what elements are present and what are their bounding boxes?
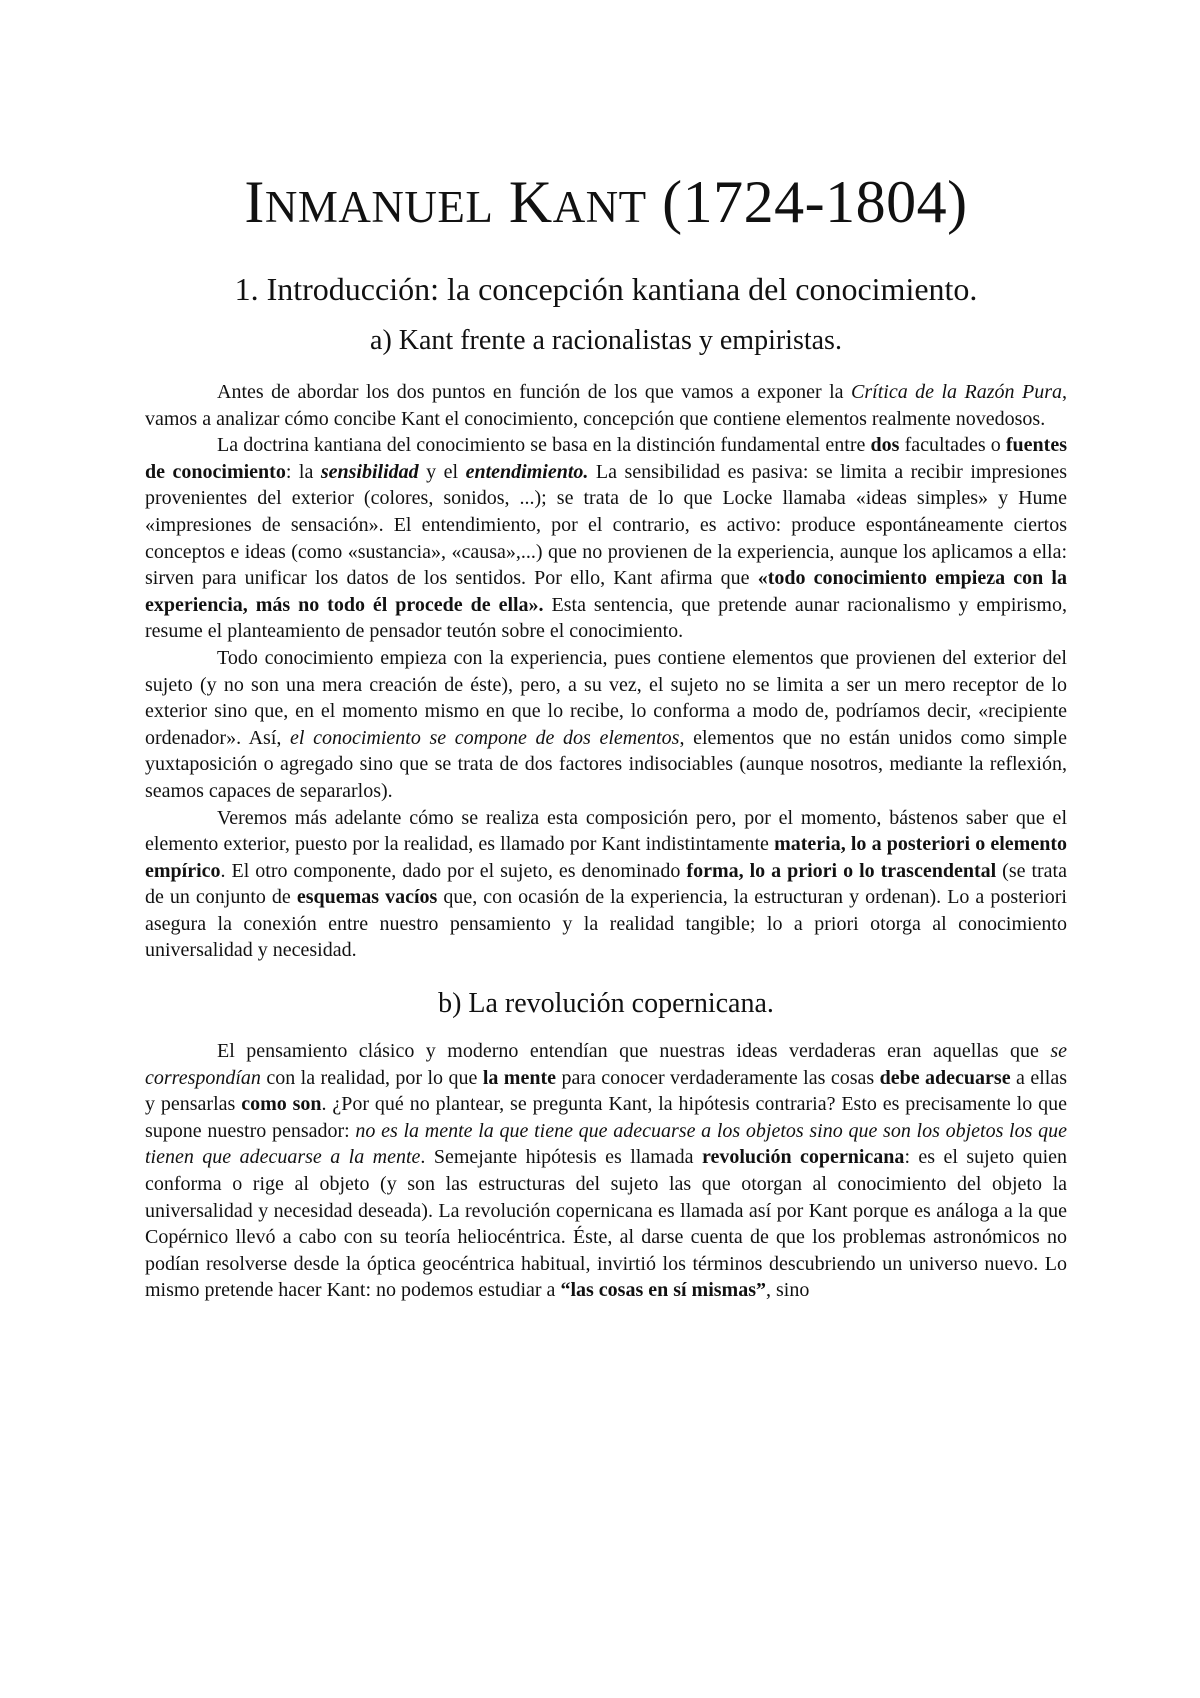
- paragraph: [145, 432, 1067, 645]
- text-run: Crítica de la Razón Pura: [851, 381, 1062, 403]
- text-run: . ¿Por qué no plantear, se pregunta Kant, la hipótesis contraria? Esto es precisamente lo que supone nuestro pensador:: [145, 1093, 1067, 1142]
- text-run: debe adecuarse: [879, 1066, 1011, 1089]
- text-run: que, con ocasión de la experiencia, la estructuran y ordenan). Lo a posteriori asegura la conexión entre nuestro pensamiento y la realidad tangible; lo a priori otorga al conocimiento universalidad y necesidad.: [145, 886, 1067, 962]
- section-heading: 1. Introducción: la concepción kantiana del conocimiento.: [234, 271, 978, 307]
- text-run: “las cosas en sí mismas”: [560, 1279, 767, 1302]
- text-run: dos: [870, 434, 900, 457]
- text-run: : la: [285, 460, 321, 483]
- text-run: facultades o: [899, 434, 1006, 457]
- text-run: : es el sujeto quien conforma o rige al objeto (y son las estructuras del sujeto las que otorgan al conocimiento del objeto la universalidad y necesidad deseada). La revolución copernicana es llamada así por Kant porque es análoga a la que Copérnico llevó a cabo con su teoría heliocéntrica. Éste, al darse cuenta de que los problemas astronómicos no podían resolverse desde la óptica geocéntrica habitual, invirtió los términos descubriendo un universo nuevo. Lo mismo pretende hacer Kant: no podemos estudiar a: [145, 1146, 1068, 1302]
- paragraph: [145, 1038, 1067, 1304]
- title-first-rest: NMANUEL: [264, 182, 494, 232]
- text-run: Antes de abordar los dos puntos en función de los que vamos a exponer la: [217, 381, 852, 403]
- text-run: no es la mente la que tiene que adecuarse a los objetos sino que son los objetos los que tienen que adecuarse a la mente: [145, 1119, 1067, 1169]
- text-run: sensibilidad: [320, 460, 419, 483]
- text-run: fuentes de conocimiento: [145, 434, 1067, 483]
- subsection-b-body: [145, 1038, 1067, 1304]
- text-run: la mente: [482, 1066, 557, 1089]
- document-title: [145, 162, 1067, 247]
- title-last-initial: K: [508, 169, 553, 235]
- text-run: a ellas y pensarlas: [145, 1066, 1068, 1116]
- page-content: [145, 162, 1067, 1304]
- text-run: . El otro componente, dado por el sujeto, es denominado: [220, 859, 687, 882]
- text-run: , vamos a analizar cómo concibe Kant el conocimiento, concepción que contiene elementos realmente novedosos.: [145, 381, 1067, 430]
- text-run: materia, lo a posteriori o elemento empírico: [145, 833, 1067, 882]
- text-run: (se trata de un conjunto de: [145, 859, 1067, 909]
- subsection-a-heading: a) Kant frente a racionalistas y empiristas.: [370, 325, 842, 356]
- subsection-b-heading: b) La revolución copernicana.: [438, 988, 774, 1020]
- text-run: para conocer verdaderamente las cosas: [556, 1066, 880, 1089]
- paragraph: [145, 805, 1067, 965]
- paragraph: [145, 379, 1067, 432]
- text-run: , elementos que no están unidos como simple yuxtaposición o agregado sino que se trata de dos factores indisociables (aunque nosotros, mediante la reflexión, seamos capaces de separarlos).: [145, 726, 1067, 802]
- title-first-initial: I: [244, 169, 265, 235]
- text-run: entendimiento.: [465, 460, 589, 483]
- text-run: . Semejante hipótesis es llamada: [420, 1146, 702, 1169]
- text-run: El pensamiento clásico y moderno entendían que nuestras ideas verdaderas eran aquellas que: [217, 1040, 1051, 1063]
- text-run: Todo conocimiento empieza con la experiencia, pues contiene elementos que provienen del exterior del sujeto (y no son una mera creación de éste), pero, a su vez, el sujeto no se limita a ser un mero receptor de lo exterior sino que, en el momento mismo en que lo recibe, lo conforma a modo de, podríamos decir, «recipiente ordenador». Así,: [145, 646, 1067, 749]
- text-run: revolución copernicana: [701, 1146, 905, 1169]
- text-run: La sensibilidad es pasiva: se limita a recibir impresiones provenientes del exterior (colores, sonidos, ...); se trata de lo que Locke llamaba «ideas simples» y Hume «impresiones de sensación». El entendimiento, por el contrario, es activo: produce espontáneamente ciertos conceptos e ideas (como «sustancia», «causa»,...) que no provienen de la experiencia, aunque los aplicamos a ella: sirven para unificar los datos de los sentidos. Por ello, Kant afirma que: [145, 460, 1067, 590]
- subsection-a-body: [145, 379, 1067, 964]
- paragraph: [145, 645, 1067, 805]
- text-run: , sino: [766, 1279, 810, 1302]
- text-run: La doctrina kantiana del conocimiento se basa en la distinción fundamental entre: [217, 434, 871, 457]
- text-run: se correspondían: [145, 1040, 1067, 1089]
- text-run: y el: [418, 460, 466, 483]
- title-dates: (1724-1804): [662, 169, 968, 235]
- text-run: con la realidad, por lo que: [260, 1066, 483, 1089]
- text-run: como son: [241, 1093, 322, 1116]
- text-run: Esta sentencia, que pretende aunar racionalismo y empirismo, resume el planteamiento de pensador teutón sobre el conocimiento.: [145, 593, 1067, 643]
- text-run: el conocimiento se compone de dos elementos: [290, 726, 680, 749]
- text-run: Veremos más adelante cómo se realiza esta composición pero, por el momento, bástenos saber que el elemento exterior, puesto por la realidad, es llamado por Kant indistintamente: [145, 806, 1067, 856]
- text-run: esquemas vacíos: [296, 886, 438, 909]
- title-last-rest: ANT: [552, 182, 647, 232]
- text-run: «todo conocimiento empieza con la experiencia, más no todo él procede de ella».: [145, 567, 1067, 616]
- text-run: forma, lo a priori o lo trascendental: [686, 859, 997, 882]
